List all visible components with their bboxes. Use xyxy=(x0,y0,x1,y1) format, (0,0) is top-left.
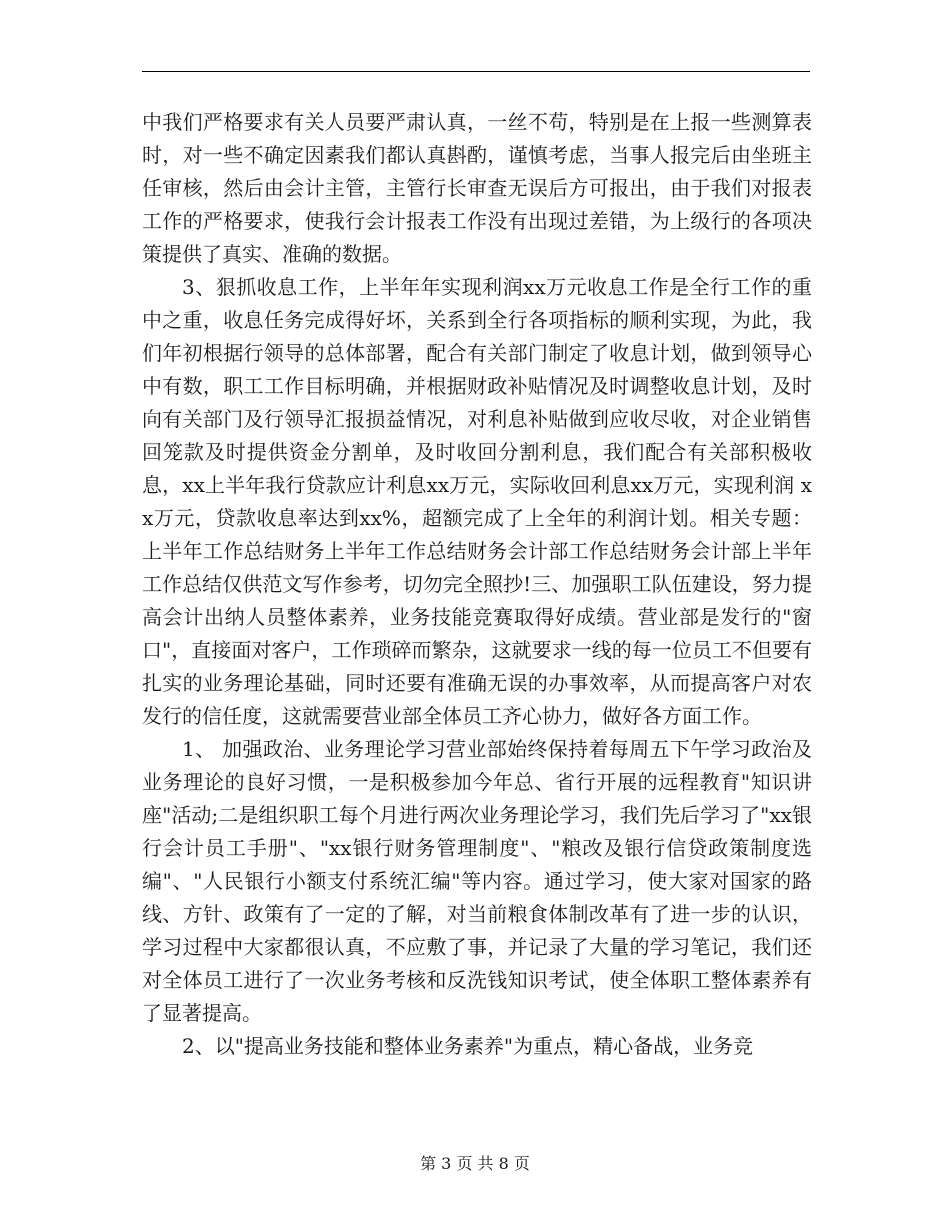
header-rule xyxy=(142,71,810,72)
paragraph-interest-collection: 3、狠抓收息工作，上半年年实现利润xx万元收息工作是全行工作的重中之重，收息任务完成得好坏，关系到全行各项指标的顺利实现，为此，我们年初根据行领导的总体部署，配合有关部门制定了收息计划，做到领导心中有数，职工工作目标明确，并根据财政补贴情况及时调整收息计划，及时向有关部门及行领导汇报损益情况，对利息补贴做到应收尽收，对企业销售回笼款及时提供资金分割单，及时收回分割利息，我们配合有关部积极收息，xx上半年我行贷款应计利息xx万元，实际收回利息xx万元，实现利润 xx万元，贷款收息率达到xx%，超额完成了上全年的利润计划。相关专题：上半年工作总结财务上半年工作总结财务会计部工作总结财务会计部上半年工作总结仅供范文写作参考，切勿完全照抄!三、加强职工队伍建设，努力提高会计出纳人员整体素养，业务技能竞赛取得好成绩。营业部是发行的"窗口"，直接面对客户，工作琐碎而繁杂，这就要求一线的每一位员工不但要有扎实的业务理论基础，同时还要有准确无误的办事效率，从而提高客户对农发行的信任度，这就需要营业部全体员工齐心协力，做好各方面工作。 xyxy=(142,275,812,728)
paragraph-continuation: 中我们严格要求有关人员要严肃认真，一丝不苟，特别是在上报一些测算表时，对一些不确定因素我们都认真斟酌，谨慎考虑，当事人报完后由坐班主任审核，然后由会计主管，主管行长审查无误后方可报出，由于我们对报表工作的严格要求，使我行会计报表工作没有出现过差错，为上级行的各项决策提供了真实、准确的数据。 xyxy=(142,110,812,266)
paragraph-theory-study: 1、 加强政治、业务理论学习营业部始终保持着每周五下午学习政治及业务理论的良好习惯，一是积极参加今年总、省行开展的远程教育"知识讲座"活动;二是组织职工每个月进行两次业务理论学习，我们先后学习了"xx银行会计员工手册"、"xx银行财务管理制度"、"粮改及银行信贷政策制度选编"、"人民银行小额支付系统汇编"等内容。通过学习，使大家对国家的路线、方针、政策有了一定的了解，对当前粮食体制改革有了进一步的认识，学习过程中大家都很认真，不应敷了事，并记录了大量的学习笔记，我们还对全体员工进行了一次业务考核和反洗钱知识考试，使全体职工整体素养有了显著提高。 xyxy=(142,737,812,1025)
paragraph-skills-competition: 2、以"提高业务技能和整体业务素养"为重点，精心备战，业务竞 xyxy=(182,1034,754,1058)
document-body xyxy=(142,106,812,1063)
page-number: 第 3 页 共 8 页 xyxy=(420,1154,530,1173)
